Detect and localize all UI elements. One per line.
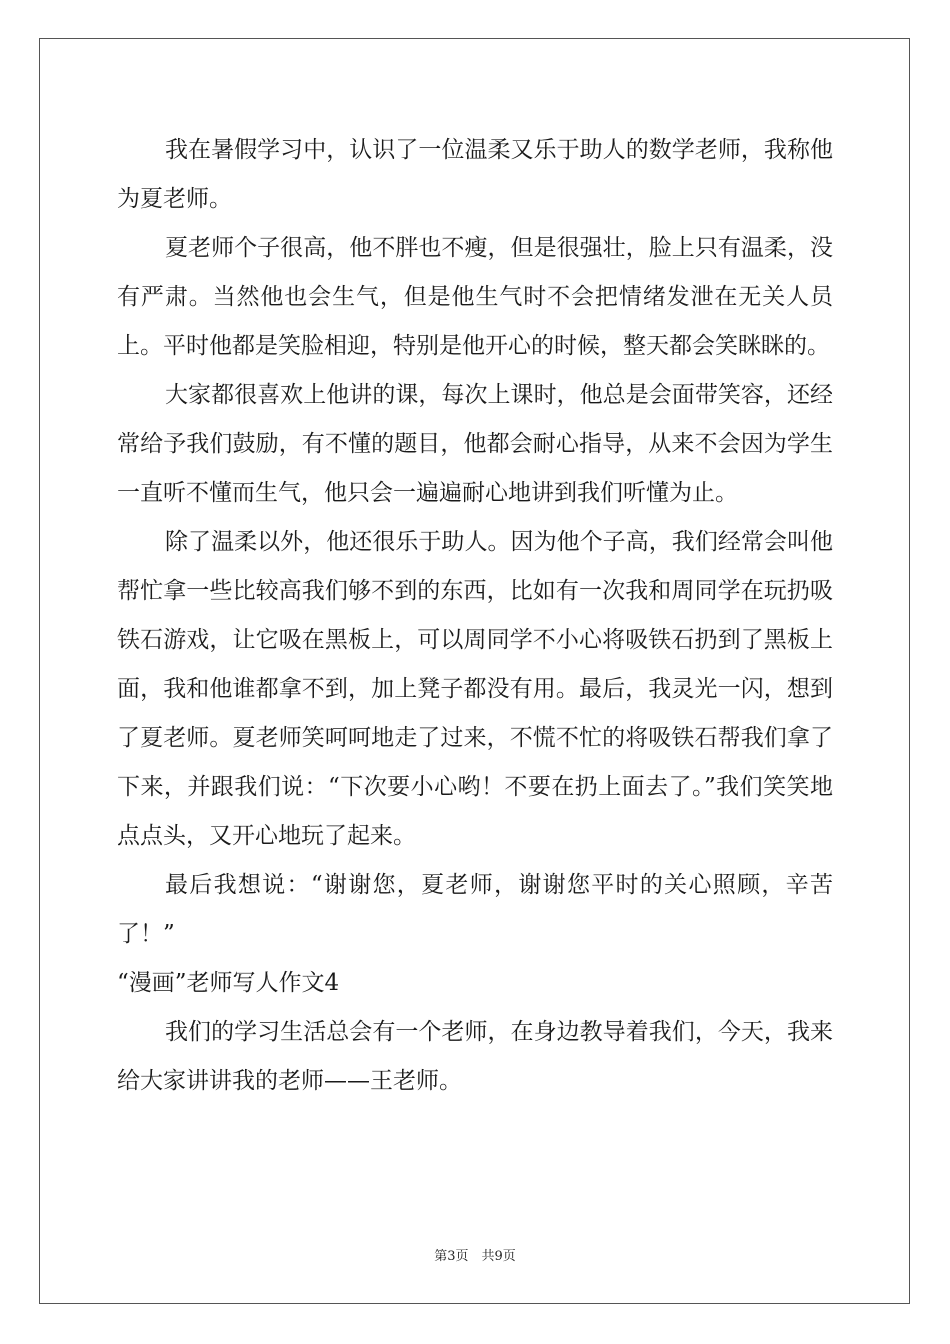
paragraph-1: 我在暑假学习中，认识了一位温柔又乐于助人的数学老师，我称他为夏老师。 (117, 137, 833, 212)
document-body (117, 126, 833, 1106)
paragraph-3: 大家都很喜欢上他讲的课，每次上课时，他总是会面带笑容，还经常给予我们鼓励，有不懂的题目，他都会耐心指导，从来不会因为学生一直听不懂而生气，他只会一遍遍耐心地讲到我们听懂为止。 (117, 382, 833, 506)
paragraph-5: 最后我想说：“谢谢您，夏老师，谢谢您平时的关心照顾，辛苦了！” (117, 872, 833, 947)
page-number-footer: 第3页 共9页 (434, 1249, 516, 1264)
section-heading: “漫画”老师写人作文4 (117, 970, 340, 996)
paragraph-4: 除了温柔以外，他还很乐于助人。因为他个子高，我们经常会叫他帮忙拿一些比较高我们够不到的东西，比如有一次我和周同学在玩扔吸铁石游戏，让它吸在黑板上，可以周同学不小心将吸铁石扔到了黑板上面，我和他谁都拿不到，加上凳子都没有用。最后，我灵光一闪，想到了夏老师。夏老师笑呵呵地走了过来，不慌不忙的将吸铁石帮我们拿了下来，并跟我们说：“下次要小心哟！不要在扔上面去了。”我们笑笑地点点头，又开心地玩了起来。 (117, 529, 833, 849)
paragraph-2: 夏老师个子很高，他不胖也不瘦，但是很强壮，脸上只有温柔，没有严肃。当然他也会生气，但是他生气时不会把情绪发泄在无关人员上。平时他都是笑脸相迎，特别是他开心的时候，整天都会笑眯眯的。 (117, 235, 833, 359)
paragraph-6: 我们的学习生活总会有一个老师，在身边教导着我们，今天，我来给大家讲讲我的老师——王老师。 (117, 1019, 833, 1094)
